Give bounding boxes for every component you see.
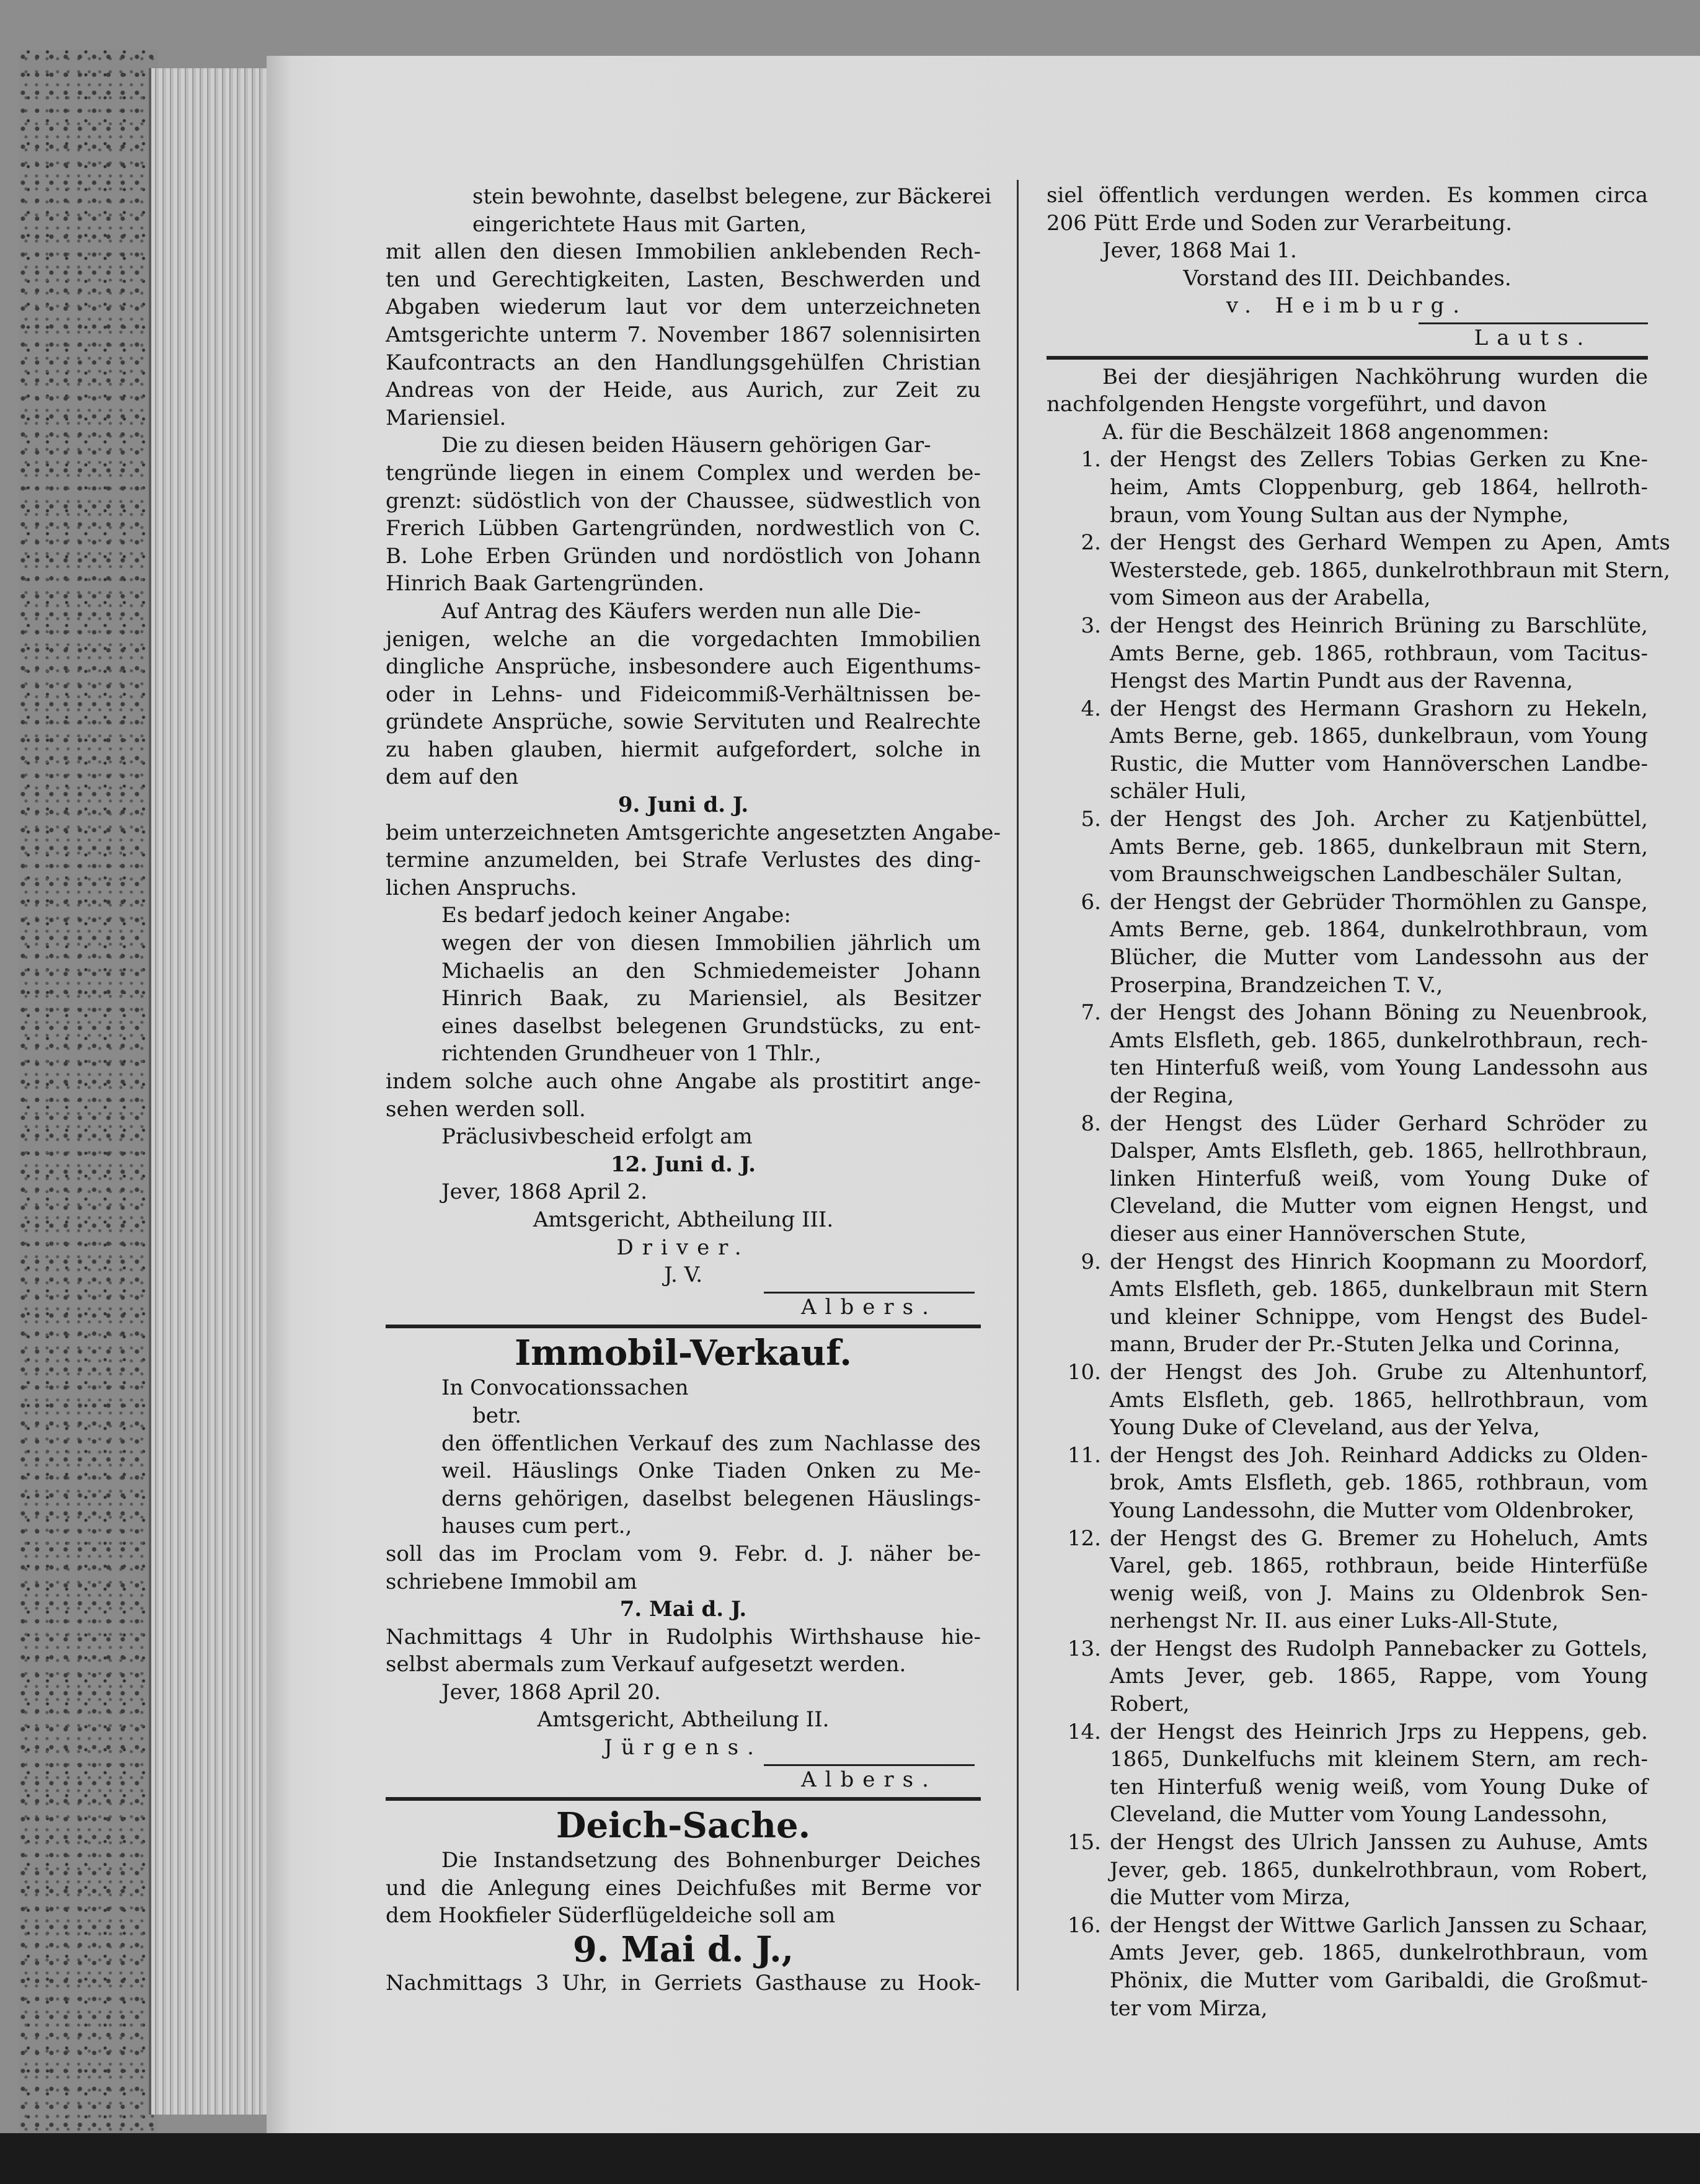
list-item xyxy=(1047,1718,1648,1829)
text-line: gründete Ansprüche, sowie Servituten und Realrechte xyxy=(386,709,981,735)
left-column xyxy=(386,183,1001,1997)
text-line: Es bedarf jedoch keiner Angabe: xyxy=(441,903,791,928)
text-line: der Hengst des Hermann Grashorn zu Hekeln, xyxy=(1110,696,1648,721)
text-line: Amts Berne, geb. 1865, rothbraun, vom Tacitus- xyxy=(1110,641,1648,666)
text-line: Bei der diesjährigen Nachköhrung wurden die xyxy=(1102,364,1648,389)
item-number: 14. xyxy=(1067,1719,1101,1744)
item-number: 6. xyxy=(1081,889,1101,915)
text-line: dem Hookfieler Süderflügeldeiche soll am xyxy=(386,1903,836,1929)
text-line: zu haben glauben, hiermit aufgefordert, solche in xyxy=(386,737,981,762)
text-line: den öffentlichen Verkauf des zum Nachlasse des xyxy=(441,1431,981,1456)
text-line: der Hengst des Johann Böning zu Neuenbrook, xyxy=(1110,1000,1648,1026)
text-line: dem auf den xyxy=(386,765,519,790)
text-line: B. Lohe Erben Gründen und nordöstlich von Johann xyxy=(386,543,981,569)
list-item xyxy=(1047,612,1648,695)
item-number: 8. xyxy=(1081,1111,1101,1136)
text-line: Hengst des Martin Pundt aus der Ravenna, xyxy=(1110,668,1574,694)
text-line: Varel, geb. 1865, rothbraun, beide Hinterfüße xyxy=(1110,1553,1648,1579)
date-line: 9. Mai d. J., xyxy=(572,1929,794,1971)
item-number: 16. xyxy=(1067,1912,1101,1938)
item-number: 15. xyxy=(1067,1830,1101,1855)
signature-name: Lauts. xyxy=(1474,325,1593,350)
text-line: betr. xyxy=(472,1403,521,1428)
list-item xyxy=(1047,695,1648,806)
text-line: ten Hinterfuß weiß, vom Young Landessohn aus xyxy=(1110,1055,1648,1081)
item-text xyxy=(1110,1912,1648,2022)
item-number: 12. xyxy=(1067,1525,1101,1551)
text-line: heim, Amts Cloppenburg, geb 1864, hellroth- xyxy=(1110,474,1648,500)
text-line: braun, vom Young Sultan aus der Nymphe, xyxy=(1110,502,1569,528)
text-line: Cleveland, die Mutter vom Young Landessohn, xyxy=(1110,1802,1608,1827)
item-text xyxy=(1110,612,1648,695)
section-rule xyxy=(1047,356,1648,360)
text-line: Michaelis an den Schmiedemeister Johann xyxy=(441,958,981,983)
date-line: 12. Juni d. J. xyxy=(611,1152,756,1177)
list-item xyxy=(1047,889,1648,999)
text-line: Blücher, die Mutter vom Landessohn aus der xyxy=(1110,945,1648,970)
text-line: der Hengst des Joh. Reinhard Addicks zu Olden- xyxy=(1110,1442,1648,1468)
item-text xyxy=(1110,1110,1648,1248)
text-line: 1865, Dunkelfuchs mit kleinem Stern, am rech- xyxy=(1110,1747,1648,1772)
section-rule xyxy=(386,1797,981,1801)
signature-initials: J. V. xyxy=(663,1263,703,1288)
item-text xyxy=(1110,1829,1648,1912)
text-line: der Hengst des G. Bremer zu Hoheluch, Amts xyxy=(1110,1525,1648,1551)
text-line: der Hengst des Lüder Gerhard Schröder zu xyxy=(1110,1111,1648,1136)
text-line: Young Landessohn, die Mutter vom Oldenbroker, xyxy=(1110,1498,1635,1523)
text-line: siel öffentlich verdungen werden. Es kommen circa xyxy=(1047,183,1648,208)
item-text xyxy=(1110,1359,1648,1442)
text-line: der Hengst des Heinrich Brüning zu Barschlüte, xyxy=(1110,613,1648,638)
signature-name: Albers. xyxy=(801,1767,937,1792)
item-text xyxy=(1110,1635,1648,1718)
text-line: wenig weiß, von J. Mains zu Oldenbrok Sen- xyxy=(1110,1581,1648,1606)
signature-name: v. Heimburg. xyxy=(1226,293,1469,319)
text-line: Hinrich Baak, zu Mariensiel, als Besitzer xyxy=(441,986,981,1011)
text-line: Kaufcontracts an den Handlungsgehülfen Christian xyxy=(386,350,981,375)
text-line: richtenden Grundheuer von 1 Thlr., xyxy=(441,1041,821,1067)
text-line: Amts Elsfleth, geb. 1865, dunkelbraun mit Stern xyxy=(1110,1277,1648,1302)
list-item xyxy=(1047,1110,1648,1248)
text-line: stein bewohnte, daselbst belegene, zur Bäckerei xyxy=(472,184,992,209)
text-line: der Hengst des Joh. Grube zu Altenhuntorf, xyxy=(1110,1359,1648,1385)
signature-authority: Amtsgericht, Abtheilung II. xyxy=(537,1707,830,1733)
text-line: der Hengst des Ulrich Janssen zu Auhuse, Amts xyxy=(1110,1830,1648,1855)
text-line: Robert, xyxy=(1110,1692,1190,1717)
scan-border xyxy=(0,2133,1700,2184)
text-line: der Regina, xyxy=(1110,1083,1234,1108)
text-line: Jever, geb. 1865, dunkelrothbraun, vom Robert, xyxy=(1110,1857,1648,1883)
text-line: Dalsper, Amts Elsfleth, geb. 1865, hellrothbraun, xyxy=(1110,1139,1648,1164)
text-line: der Hengst des Rudolph Pannebacker zu Gottels, xyxy=(1110,1636,1648,1661)
text-line: Phönix, die Mutter vom Garibaldi, die Großmut- xyxy=(1110,1968,1648,1993)
list-item xyxy=(1047,1442,1648,1525)
text-line: Die zu diesen beiden Häusern gehörigen Gar- xyxy=(441,433,931,458)
text-line: wegen der von diesen Immobilien jährlich um xyxy=(441,931,981,956)
text-line: ten und Gerechtigkeiten, Lasten, Beschwerden und xyxy=(386,267,981,292)
text-line: Amtsgerichte unterm 7. November 1867 solennisirten xyxy=(386,322,981,347)
text-line: termine anzumelden, bei Strafe Verlustes des ding- xyxy=(386,848,981,873)
item-text xyxy=(1110,806,1648,889)
item-number: 11. xyxy=(1067,1442,1101,1468)
text-line: der Hengst des Zellers Tobias Gerken zu Kne- xyxy=(1110,447,1648,473)
list-item xyxy=(1047,806,1648,889)
item-number: 10. xyxy=(1067,1359,1101,1385)
text-line: indem solche auch ohne Angabe als prostitirt ange- xyxy=(386,1069,981,1094)
text-line: Amts Berne, geb. 1864, dunkelrothbraun, vom xyxy=(1110,917,1648,943)
text-line: 206 Pütt Erde und Soden zur Verarbeitung. xyxy=(1047,210,1513,236)
text-line: Amts Elsfleth, geb. 1865, dunkelrothbraun, rech- xyxy=(1110,1028,1648,1053)
item-text xyxy=(1110,999,1648,1109)
text-line: schriebene Immobil am xyxy=(386,1569,637,1594)
signature-authority: Vorstand des III. Deichbandes. xyxy=(1183,265,1512,291)
text-line: Amts Berne, geb. 1865, dunkelbraun, vom Young xyxy=(1110,724,1648,749)
text-line: derns gehörigen, daselbst belegenen Häuslings- xyxy=(441,1486,981,1511)
text-line: ter vom Mirza, xyxy=(1110,1995,1268,2021)
item-text xyxy=(1110,1442,1648,1525)
book-cover-edge xyxy=(19,50,158,2133)
text-line: vom Braunschweigschen Landbeschäler Sultan, xyxy=(1110,862,1623,887)
text-line: A. für die Beschälzeit 1868 angenommen: xyxy=(1102,419,1550,445)
text-line: nerhengst Nr. II. aus einer Luks-All-Stute, xyxy=(1110,1609,1559,1634)
date-line: 9. Juni d. J. xyxy=(618,792,749,818)
text-line: Hinrich Baak Gartengründen. xyxy=(386,571,705,597)
text-line: nachfolgenden Hengste vorgeführt, und davon xyxy=(1047,392,1547,417)
text-line: der Hengst der Wittwe Garlich Janssen zu Schaar, xyxy=(1110,1912,1648,1938)
text-line: Die Instandsetzung des Bohnenburger Deiches xyxy=(441,1848,981,1873)
item-number: 1. xyxy=(1081,447,1101,473)
list-item xyxy=(1047,1912,1648,2022)
text-line: Nachmittags 4 Uhr in Rudolphis Wirthshause hie- xyxy=(386,1624,981,1649)
text-line: mit allen den diesen Immobilien anklebenden Rech- xyxy=(386,239,981,265)
item-number: 13. xyxy=(1067,1636,1101,1661)
text-line: schäler Huli, xyxy=(1110,779,1247,804)
text-line: Young Duke of Cleveland, aus der Yelva, xyxy=(1110,1415,1540,1440)
section-heading: Immobil-Verkauf. xyxy=(515,1333,852,1374)
signature-name: Albers. xyxy=(801,1294,937,1320)
item-text xyxy=(1110,1718,1648,1829)
text-line: und kleiner Schnippe, vom Hengst des Budel- xyxy=(1110,1304,1648,1329)
text-line: der Hengst der Gebrüder Thormöhlen zu Ganspe, xyxy=(1110,889,1648,915)
text-line: der Hengst des Gerhard Wempen zu Apen, Amts xyxy=(1110,530,1670,556)
text-line: Rustic, die Mutter vom Hannöverschen Landbe- xyxy=(1110,751,1648,776)
text-line: In Convocationssachen xyxy=(441,1375,689,1401)
list-item xyxy=(1047,1525,1648,1635)
item-number: 9. xyxy=(1081,1249,1101,1274)
item-text xyxy=(1110,1248,1648,1359)
text-line: Amts Jever, geb. 1865, Rappe, vom Young xyxy=(1110,1664,1648,1689)
text-line: Auf Antrag des Käufers werden nun alle Die- xyxy=(441,598,921,624)
text-line: und die Anlegung eines Deichfußes mit Berme vor xyxy=(386,1875,981,1901)
list-item xyxy=(1047,1635,1648,1718)
list-item xyxy=(1047,1829,1648,1912)
text-line: mann, Bruder der Pr.-Stuten Jelka und Corinna, xyxy=(1110,1332,1621,1357)
page-stack-edges xyxy=(149,68,275,2115)
item-number: 4. xyxy=(1081,696,1101,721)
date-line: 7. Mai d. J. xyxy=(619,1597,747,1622)
text-line: lichen Anspruchs. xyxy=(386,875,577,900)
text-line: Westerstede, geb. 1865, dunkelrothbraun mit Stern, xyxy=(1110,557,1670,583)
text-line: Frerich Lübben Gartengründen, nordwestlich von C. xyxy=(386,516,981,541)
item-text xyxy=(1110,695,1648,806)
text-line: grenzt: südöstlich von der Chaussee, südwestlich von xyxy=(386,488,981,513)
signature-block xyxy=(764,1292,975,1321)
text-line: selbst abermals zum Verkauf aufgesetzt werden. xyxy=(386,1652,906,1677)
text-line: die Mutter vom Mirza, xyxy=(1110,1885,1351,1911)
text-line: Cleveland, die Mutter vom eignen Hengst, und xyxy=(1110,1194,1648,1219)
list-item xyxy=(1047,999,1648,1109)
signature-name: Jürgens. xyxy=(604,1735,763,1760)
item-text xyxy=(1110,889,1648,999)
text-line: Mariensiel. xyxy=(386,405,507,430)
list-item xyxy=(1047,446,1648,529)
list-item xyxy=(1047,1359,1648,1442)
text-line: Jever, 1868 Mai 1. xyxy=(1102,238,1297,264)
signature-name: Driver. xyxy=(616,1235,750,1260)
signature-block xyxy=(764,1764,975,1794)
text-line: Proserpina, Brandzeichen T. V., xyxy=(1110,972,1443,998)
text-line: vom Simeon aus der Arabella, xyxy=(1110,585,1431,611)
section-rule xyxy=(386,1325,981,1328)
text-line: eines daselbst belegenen Grundstücks, zu ent- xyxy=(441,1013,981,1039)
signature-block xyxy=(1419,322,1648,352)
text-line: brok, Amts Elsfleth, geb. 1865, rothbraun, vom xyxy=(1110,1470,1648,1496)
list-item xyxy=(1047,1248,1648,1359)
item-text xyxy=(1110,1525,1648,1635)
signature-authority: Amtsgericht, Abtheilung III. xyxy=(533,1207,834,1232)
text-line: der Hengst des Heinrich Jrps zu Heppens, geb. xyxy=(1110,1719,1648,1744)
section-heading: Deich-Sache. xyxy=(556,1805,811,1847)
text-line: tengründe liegen in einem Complex und werden be- xyxy=(386,460,981,486)
text-line: Andreas von der Heide, aus Aurich, zur Zeit zu xyxy=(386,378,981,403)
text-line: Amts Berne, geb. 1865, dunkelbraun mit Stern, xyxy=(1110,834,1648,859)
text-line: Jever, 1868 April 20. xyxy=(441,1679,661,1705)
item-text xyxy=(1110,529,1670,612)
column-rule xyxy=(1017,180,1019,1991)
text-line: oder in Lehns- und Fideicommiß-Verhältnissen be- xyxy=(386,681,981,707)
text-line: soll das im Proclam vom 9. Febr. d. J. näher be- xyxy=(386,1541,981,1566)
text-line: ten Hinterfuß wenig weiß, vom Young Duke of xyxy=(1110,1774,1648,1800)
right-column xyxy=(1047,182,1670,2022)
text-line: hauses cum pert., xyxy=(441,1514,632,1539)
item-number: 7. xyxy=(1081,1000,1101,1026)
text-line: beim unterzeichneten Amtsgerichte angesetzten Angabe- xyxy=(386,820,1001,845)
list-item xyxy=(1047,529,1670,612)
text-line: Präclusivbescheid erfolgt am xyxy=(441,1124,753,1150)
text-line: dingliche Ansprüche, insbesondere auch Eigenthums- xyxy=(386,654,981,680)
text-line: der Hengst des Hinrich Koopmann zu Moordorf, xyxy=(1110,1249,1648,1274)
item-number: 3. xyxy=(1081,613,1101,638)
text-line: Amts Jever, geb. 1865, dunkelrothbraun, vom xyxy=(1110,1940,1648,1966)
text-line: weil. Häuslings Onke Tiaden Onken zu Me- xyxy=(441,1458,981,1484)
text-line: Amts Elsfleth, geb. 1865, hellrothbraun, vom xyxy=(1110,1387,1648,1413)
item-number: 2. xyxy=(1081,530,1101,556)
text-line: dieser aus einer Hannöverschen Stute, xyxy=(1110,1221,1527,1246)
text-line: sehen werden soll. xyxy=(386,1096,586,1122)
item-text xyxy=(1110,446,1648,529)
text-line: eingerichtete Haus mit Garten, xyxy=(472,211,807,237)
text-line: Abgaben wiederum laut vor dem unterzeichneten xyxy=(386,295,981,320)
text-line: linken Hinterfuß weiß, vom Young Duke of xyxy=(1110,1166,1648,1191)
stallion-list xyxy=(1047,446,1670,2022)
text-line: Nachmittags 3 Uhr, in Gerriets Gasthause zu Hook- xyxy=(386,1971,981,1996)
text-line: Jever, 1868 April 2. xyxy=(441,1179,648,1205)
text-line: jenigen, welche an die vorgedachten Immobilien xyxy=(386,626,981,652)
item-number: 5. xyxy=(1081,807,1101,832)
text-line: der Hengst des Joh. Archer zu Katjenbüttel, xyxy=(1110,807,1648,832)
